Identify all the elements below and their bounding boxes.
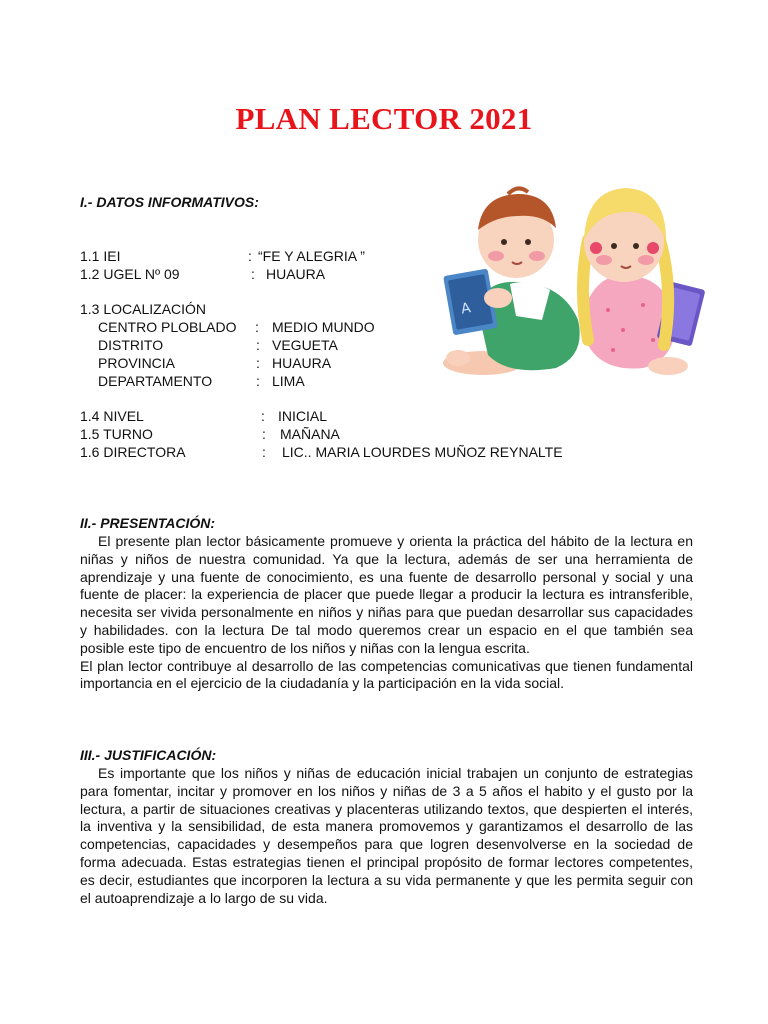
- distrito-sep: :: [256, 337, 260, 353]
- directora-sep: :: [262, 444, 266, 460]
- iei-value: “FE Y ALEGRIA ”: [258, 248, 365, 264]
- nivel-label: 1.4 NIVEL: [80, 408, 144, 424]
- justificacion-paragraph-1: Es importante que los niños y niñas de educación inicial trabajen un conjunto de estrategias para fomentar, incitar y promover en los niños y niñas de 3 a 5 años el habito y el gusto por la lectura, a partir de situaciones creativas y placenteras utilizando textos, que despierten el interés, la inventiva y la sensibilidad, de esta manera promovemos y garantizamos el desarrollo de las competencias, capacidades y desempeños para que logren desenvolverse en la sociedad de forma adecuada. Estas estrategias tienen el principal propósito de formar lectores competentes, es decir, estudiantes que incorporen la lectura a su vida permanente y que les permita seguir con el autoaprendizaje a lo largo de su vida.: [80, 765, 693, 906]
- distrito-label: DISTRITO: [98, 337, 164, 353]
- distrito-value: VEGUETA: [272, 337, 338, 353]
- section-heading-datos: I.- DATOS INFORMATIVOS:: [80, 194, 259, 210]
- iei-sep: :: [248, 248, 252, 264]
- provincia-label: PROVINCIA: [98, 355, 176, 371]
- directora-label: 1.6 DIRECTORA: [80, 444, 186, 460]
- presentacion-paragraph-1: El presente plan lector básicamente promueve y orienta la práctica del hábito de la lectura en niñas y niños de nuestra comunidad. Ya que la lectura, además de ser una herramienta de aprendizaje y una fuente de conocimiento, es una fuente de desarrollo personal y social y una fuente de placer: la experiencia de placer que puede llegar a producir la lectura es intransferible, necesita ser vivida personalmente en niños y niñas para que puedan desarrollar sus capacidades y habilidades. con la lectura De tal modo queremos crear un espacio en el que también sea posible este tipo de encuentro de los niños y niñas con la lengua escrita.: [80, 533, 693, 656]
- ugel-label: 1.2 UGEL Nº 09: [80, 266, 180, 282]
- presentacion-text: [80, 533, 693, 693]
- children-reading-icon: [438, 180, 710, 390]
- departamento-label: DEPARTAMENTO: [98, 373, 213, 389]
- provincia-value: HUAURA: [272, 355, 332, 371]
- turno-label: 1.5 TURNO: [80, 426, 153, 442]
- nivel-value: INICIAL: [278, 408, 328, 424]
- justificacion-text: [80, 765, 693, 907]
- turno-value: MAÑANA: [280, 426, 340, 442]
- directora-value: LIC.. MARIA LOURDES MUÑOZ REYNALTE: [282, 444, 563, 460]
- page-title: PLAN LECTOR 2021: [235, 101, 533, 136]
- nivel-sep: :: [261, 408, 265, 424]
- provincia-sep: :: [256, 355, 260, 371]
- svg-text:A: A: [459, 300, 473, 318]
- section-heading-presentacion: II.- PRESENTACIÓN:: [80, 515, 216, 531]
- departamento-value: LIMA: [272, 373, 305, 389]
- localizacion-label: 1.3 LOCALIZACIÓN: [80, 301, 207, 317]
- section-heading-justificacion: III.- JUSTIFICACIÓN:: [80, 747, 217, 763]
- departamento-sep: :: [256, 373, 260, 389]
- centro-label: CENTRO PLOBLADO: [98, 319, 237, 335]
- presentacion-paragraph-2: El plan lector contribuye al desarrollo de las competencias comunicativas que tienen fundamental importancia en el ejercicio de la ciudadanía y la participación en la vida social.: [80, 657, 693, 692]
- turno-sep: :: [262, 426, 266, 442]
- ugel-sep: :: [251, 266, 255, 282]
- iei-label: 1.1 IEI: [80, 248, 121, 264]
- centro-sep: :: [255, 319, 259, 335]
- centro-value: MEDIO MUNDO: [272, 319, 375, 335]
- ugel-value: HUAURA: [266, 266, 326, 282]
